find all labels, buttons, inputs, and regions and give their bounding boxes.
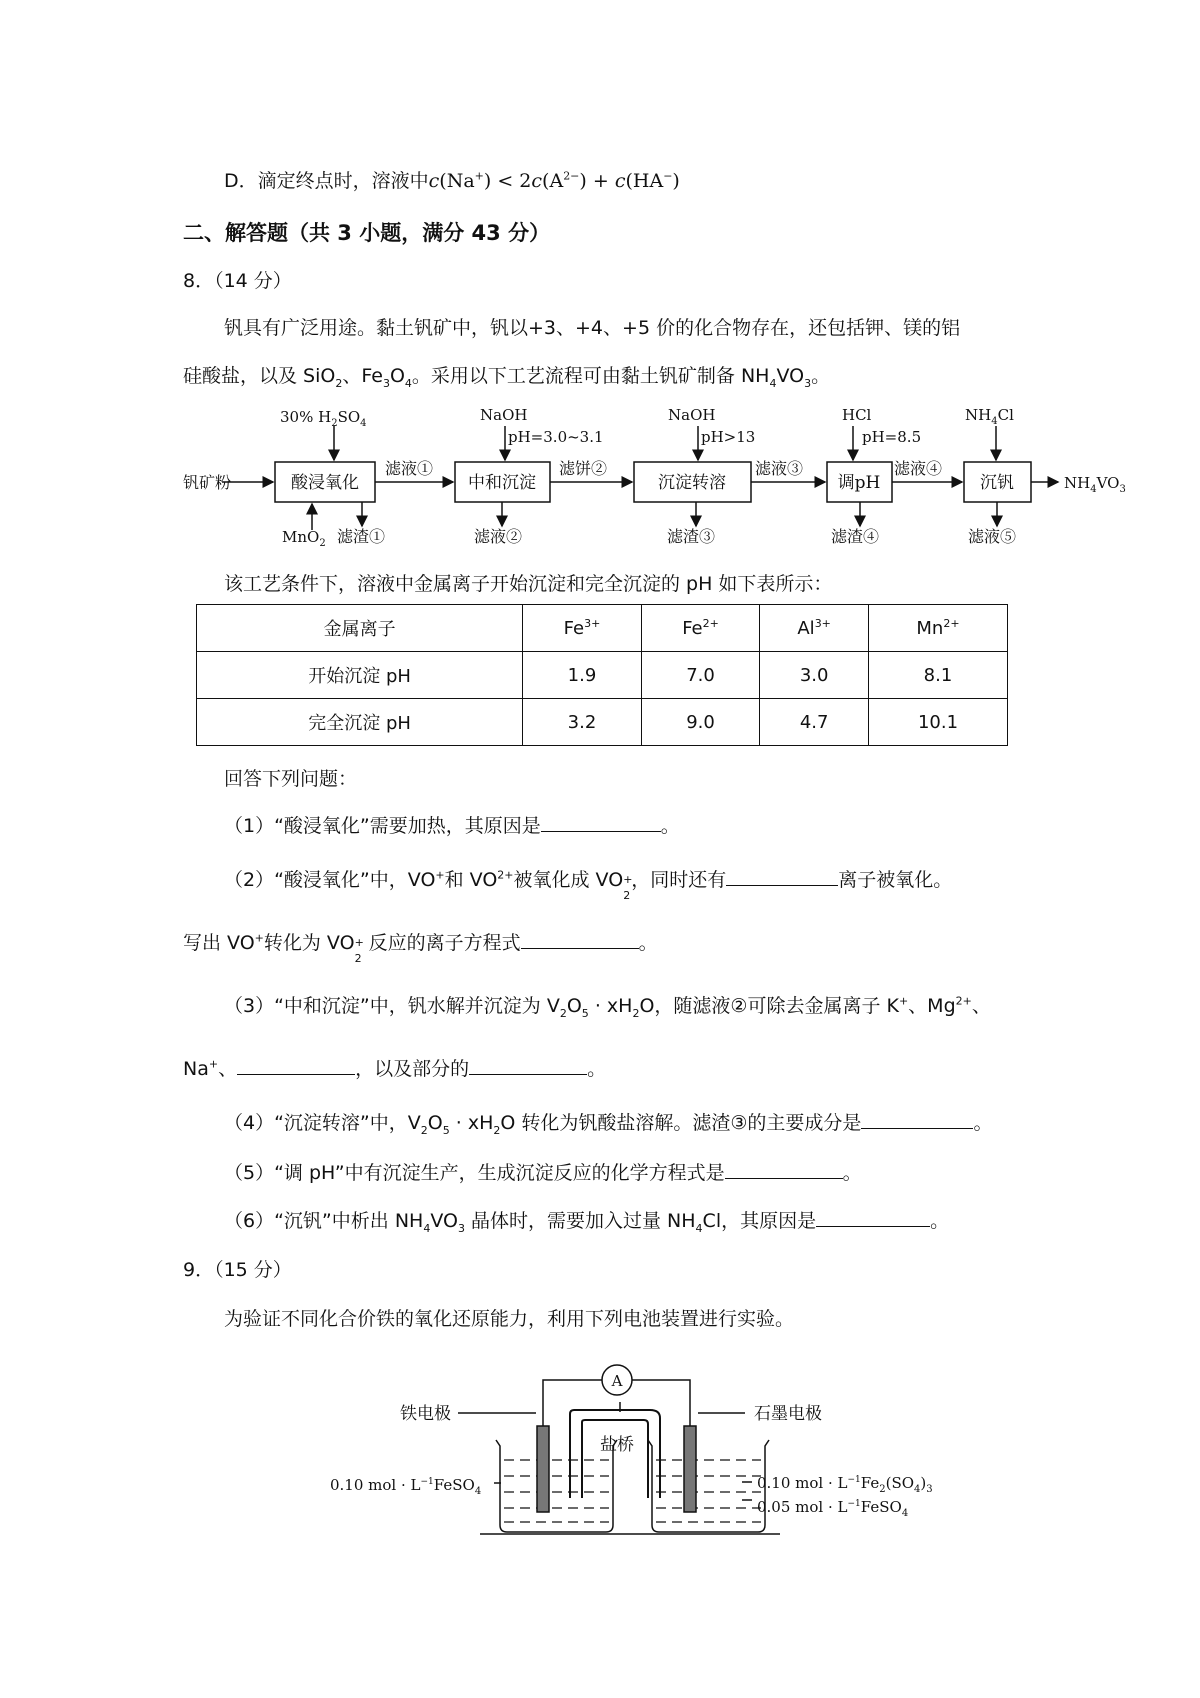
svg-text:30% H2SO4: 30% $H_2SO_4$ — [280, 408, 367, 429]
graphite-electrode-label: 石墨电极 — [754, 1404, 822, 1424]
precipitation-ph-table — [196, 604, 1008, 746]
table-header-cell: $Fe^{3+}$ — [523, 605, 642, 652]
svg-text:NaOH: NaOH — [668, 406, 716, 424]
question-8-6: （6）“沉钒”中析出 $NH_4VO_3$ 晶体时，需要加入过量 $NH_4Cl$，其原因是 。 — [224, 1210, 950, 1235]
svg-text:滤液③: 滤液③ — [755, 459, 804, 478]
svg-text:滤液④: 滤液④ — [894, 459, 943, 478]
answer-blank[interactable] — [816, 1212, 930, 1227]
question-8-5: （5）“调 pH”中有沉淀生产，生成沉淀反应的化学方程式是 。 — [224, 1162, 862, 1184]
svg-text:pH>13: pH>13 — [701, 428, 756, 446]
ammeter-label: A — [611, 1372, 623, 1390]
table-row — [197, 652, 1008, 699]
svg-text:滤液⑤: 滤液⑤ — [968, 527, 1017, 546]
table-cell: 3.2 — [523, 699, 642, 746]
iron-electrode-icon — [537, 1426, 549, 1512]
svg-text:滤液①: 滤液① — [385, 459, 434, 478]
table-cell: 4.7 — [760, 699, 869, 746]
table-header-cell: $Fe^{2+}$ — [641, 605, 760, 652]
battery-apparatus-figure — [0, 1350, 1200, 1550]
box-adjust-ph: 调pH — [837, 473, 881, 493]
salt-bridge-label: 盐桥 — [600, 1435, 634, 1455]
table-cell: 9.0 — [641, 699, 760, 746]
answer-blank[interactable] — [521, 934, 639, 949]
table-cell: 8.1 — [868, 652, 1007, 699]
section-title: 二、解答题（共 3 小题，满分 43 分） — [183, 221, 551, 245]
question-8-1: （1）“酸浸氧化”需要加热，其原因是 。 — [224, 815, 680, 837]
answer-blank[interactable] — [725, 1164, 843, 1179]
box-precipitate-v: 沉钒 — [980, 473, 1014, 493]
graphite-electrode-icon — [684, 1426, 696, 1512]
box-redissolve: 沉淀转溶 — [658, 473, 726, 493]
q8-intro-line2: 硅酸盐，以及 SiO$_2$、$Fe_3O_4$。采用以下工艺流程可由黏土钒矿制备 $NH_4VO_3$。 — [183, 365, 831, 390]
svg-text:滤渣①: 滤渣① — [337, 527, 386, 546]
box-neutralize: 中和沉淀 — [468, 473, 536, 493]
table-cell: 3.0 — [760, 652, 869, 699]
svg-text:滤液②: 滤液② — [474, 527, 523, 546]
question-8-4: （4）“沉淀转溶”中，$V_2O_5 \cdot xH_2O$ 转化为钒酸盐溶解。滤渣③的主要成分是 。 — [224, 1112, 993, 1137]
table-header-cell: 金属离子 — [197, 605, 523, 652]
answer-blank[interactable] — [861, 1114, 973, 1129]
table-cell: 7.0 — [641, 652, 760, 699]
answer-prompt: 回答下列问题： — [224, 768, 358, 790]
flow-input: 钒矿粉 — [183, 473, 232, 492]
svg-text:NH4Cl: $NH_4Cl$ — [965, 406, 1014, 427]
q9-number: 9．（15 分） — [183, 1259, 292, 1281]
answer-blank[interactable] — [237, 1060, 355, 1075]
table-intro: 该工艺条件下，溶液中金属离子开始沉淀和完全沉淀的 pH 如下表所示： — [224, 573, 833, 595]
svg-text:pH=8.5: pH=8.5 — [862, 428, 922, 446]
table-header-cell: $Mn^{2+}$ — [868, 605, 1007, 652]
q8-intro-line1: 钒具有广泛用途。黏土钒矿中，钒以+3、+4、+5 价的化合物存在，还包括钾、镁的铝 — [224, 317, 961, 339]
svg-text:滤渣③: 滤渣③ — [667, 527, 716, 546]
svg-text:MnO2: MnO$_2$ — [282, 528, 326, 549]
svg-text:滤渣④: 滤渣④ — [831, 527, 880, 546]
table-cell: 开始沉淀 pH — [197, 652, 523, 699]
question-8-2b: 写出 VO+转化为 VO + 2 反应的离子方程式 。 — [183, 931, 658, 965]
table-header-row — [197, 605, 1008, 652]
table-cell: 完全沉淀 pH — [197, 699, 523, 746]
svg-text:HCl: HCl — [842, 406, 872, 424]
svg-text:NH4VO3: $NH_4VO_3$ — [1064, 474, 1126, 495]
iron-electrode-label: 铁电极 — [400, 1404, 451, 1424]
right-solution-label-2: 0.05 mol · $L^{-1}FeSO_4$ — [757, 1498, 909, 1519]
right-solution-label-1: 0.10 mol · $L^{-1}Fe_2(SO_4)_3$ — [757, 1474, 933, 1495]
svg-text:NaOH: NaOH — [480, 406, 528, 424]
table-header-cell: $Al^{3+}$ — [760, 605, 869, 652]
answer-blank[interactable] — [469, 1060, 587, 1075]
option-d: D．滴定终点时，溶液中$c(Na^+) < 2c(A^{2-}) + c(HA^-)$ — [224, 169, 680, 192]
svg-text:滤饼②: 滤饼② — [559, 459, 608, 478]
box-acid-leach: 酸浸氧化 — [291, 473, 359, 493]
left-solution-label: 0.10 mol · $L^{-1}FeSO_4$ — [330, 1476, 482, 1497]
table-row — [197, 699, 1008, 746]
question-8-2: （2）“酸浸氧化”中，VO+和 $VO^{2+}$被氧化成 VO + 2 ，同时还有 离子被氧化。 — [224, 868, 953, 902]
answer-blank[interactable] — [541, 817, 661, 832]
q9-intro: 为验证不同化合价铁的氧化还原能力，利用下列电池装置进行实验。 — [224, 1308, 795, 1330]
answer-blank[interactable] — [726, 871, 838, 886]
svg-text:pH=3.0~3.1: pH=3.0~3.1 — [508, 428, 604, 446]
q8-number: 8．（14 分） — [183, 270, 292, 292]
table-cell: 10.1 — [868, 699, 1007, 746]
table-cell: 1.9 — [523, 652, 642, 699]
question-8-3b: Na+、 ，以及部分的 。 — [183, 1057, 607, 1080]
question-8-3: （3）“中和沉淀”中，钒水解并沉淀为 $V_2O_5 \cdot xH_2O$，随滤液②可除去金属离子 K+、$Mg^{2+}$、 — [224, 994, 991, 1020]
process-flow-diagram — [0, 400, 1200, 550]
